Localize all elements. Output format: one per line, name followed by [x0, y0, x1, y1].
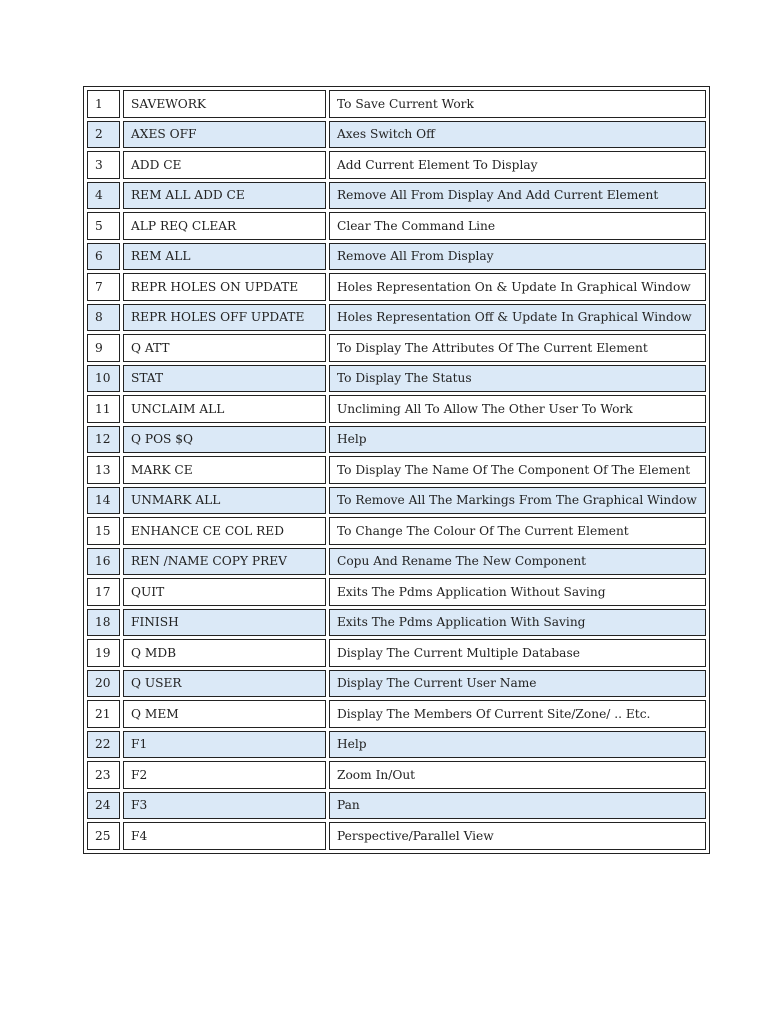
- command-cell: Q MDB: [123, 639, 326, 667]
- description-cell: To Change The Colour Of The Current Element: [329, 517, 706, 545]
- description-cell: Zoom In/Out: [329, 761, 706, 789]
- description-cell: To Save Current Work: [329, 90, 706, 118]
- row-number-cell: 4: [87, 182, 120, 210]
- table-row: [87, 304, 706, 332]
- table-row: [87, 822, 706, 850]
- table-row: [87, 761, 706, 789]
- table-row: [87, 121, 706, 149]
- command-cell: REN /NAME COPY PREV: [123, 548, 326, 576]
- row-number-cell: 17: [87, 578, 120, 606]
- table-row: [87, 456, 706, 484]
- row-number-cell: 7: [87, 273, 120, 301]
- table-row: [87, 151, 706, 179]
- command-cell: F1: [123, 731, 326, 759]
- table-row: [87, 792, 706, 820]
- table-row: [87, 548, 706, 576]
- row-number-cell: 22: [87, 731, 120, 759]
- command-cell: SAVEWORK: [123, 90, 326, 118]
- table-row: [87, 273, 706, 301]
- description-cell: Uncliming All To Allow The Other User To Work: [329, 395, 706, 423]
- table-row: [87, 639, 706, 667]
- command-cell: ENHANCE CE COL RED: [123, 517, 326, 545]
- row-number-cell: 12: [87, 426, 120, 454]
- table-row: [87, 90, 706, 118]
- description-cell: Display The Current User Name: [329, 670, 706, 698]
- row-number-cell: 16: [87, 548, 120, 576]
- table-row: [87, 487, 706, 515]
- row-number-cell: 6: [87, 243, 120, 271]
- command-cell: F3: [123, 792, 326, 820]
- description-cell: Pan: [329, 792, 706, 820]
- table-row: [87, 731, 706, 759]
- command-cell: REPR HOLES OFF UPDATE: [123, 304, 326, 332]
- row-number-cell: 21: [87, 700, 120, 728]
- command-table-body: [87, 90, 706, 850]
- row-number-cell: 3: [87, 151, 120, 179]
- row-number-cell: 13: [87, 456, 120, 484]
- command-cell: FINISH: [123, 609, 326, 637]
- description-cell: Display The Current Multiple Database: [329, 639, 706, 667]
- description-cell: Display The Members Of Current Site/Zone/ .. Etc.: [329, 700, 706, 728]
- row-number-cell: 2: [87, 121, 120, 149]
- table-row: [87, 212, 706, 240]
- command-table: [83, 86, 710, 854]
- command-cell: ALP REQ CLEAR: [123, 212, 326, 240]
- row-number-cell: 8: [87, 304, 120, 332]
- table-row: [87, 395, 706, 423]
- row-number-cell: 11: [87, 395, 120, 423]
- command-cell: MARK CE: [123, 456, 326, 484]
- command-cell: Q ATT: [123, 334, 326, 362]
- table-row: [87, 578, 706, 606]
- description-cell: Exits The Pdms Application With Saving: [329, 609, 706, 637]
- command-cell: REPR HOLES ON UPDATE: [123, 273, 326, 301]
- description-cell: To Remove All The Markings From The Graphical Window: [329, 487, 706, 515]
- table-row: [87, 426, 706, 454]
- description-cell: Help: [329, 426, 706, 454]
- row-number-cell: 10: [87, 365, 120, 393]
- command-cell: REM ALL ADD CE: [123, 182, 326, 210]
- table-row: [87, 670, 706, 698]
- row-number-cell: 14: [87, 487, 120, 515]
- row-number-cell: 15: [87, 517, 120, 545]
- row-number-cell: 1: [87, 90, 120, 118]
- command-cell: UNCLAIM ALL: [123, 395, 326, 423]
- description-cell: Holes Representation On & Update In Graphical Window: [329, 273, 706, 301]
- row-number-cell: 20: [87, 670, 120, 698]
- description-cell: Clear The Command Line: [329, 212, 706, 240]
- description-cell: To Display The Attributes Of The Current Element: [329, 334, 706, 362]
- description-cell: Add Current Element To Display: [329, 151, 706, 179]
- command-cell: QUIT: [123, 578, 326, 606]
- command-cell: Q POS $Q: [123, 426, 326, 454]
- row-number-cell: 25: [87, 822, 120, 850]
- table-row: [87, 365, 706, 393]
- command-cell: STAT: [123, 365, 326, 393]
- row-number-cell: 9: [87, 334, 120, 362]
- description-cell: Help: [329, 731, 706, 759]
- row-number-cell: 23: [87, 761, 120, 789]
- description-cell: Perspective/Parallel View: [329, 822, 706, 850]
- description-cell: To Display The Name Of The Component Of The Element: [329, 456, 706, 484]
- command-cell: F4: [123, 822, 326, 850]
- table-row: [87, 182, 706, 210]
- table-row: [87, 700, 706, 728]
- command-cell: Q USER: [123, 670, 326, 698]
- description-cell: Axes Switch Off: [329, 121, 706, 149]
- table-row: [87, 517, 706, 545]
- command-cell: ADD CE: [123, 151, 326, 179]
- row-number-cell: 24: [87, 792, 120, 820]
- row-number-cell: 19: [87, 639, 120, 667]
- description-cell: Exits The Pdms Application Without Saving: [329, 578, 706, 606]
- row-number-cell: 18: [87, 609, 120, 637]
- description-cell: Remove All From Display: [329, 243, 706, 271]
- table-row: [87, 334, 706, 362]
- command-cell: AXES OFF: [123, 121, 326, 149]
- command-cell: UNMARK ALL: [123, 487, 326, 515]
- description-cell: Holes Representation Off & Update In Graphical Window: [329, 304, 706, 332]
- command-cell: F2: [123, 761, 326, 789]
- description-cell: Remove All From Display And Add Current Element: [329, 182, 706, 210]
- command-cell: REM ALL: [123, 243, 326, 271]
- command-cell: Q MEM: [123, 700, 326, 728]
- description-cell: To Display The Status: [329, 365, 706, 393]
- description-cell: Copu And Rename The New Component: [329, 548, 706, 576]
- table-row: [87, 609, 706, 637]
- row-number-cell: 5: [87, 212, 120, 240]
- table-row: [87, 243, 706, 271]
